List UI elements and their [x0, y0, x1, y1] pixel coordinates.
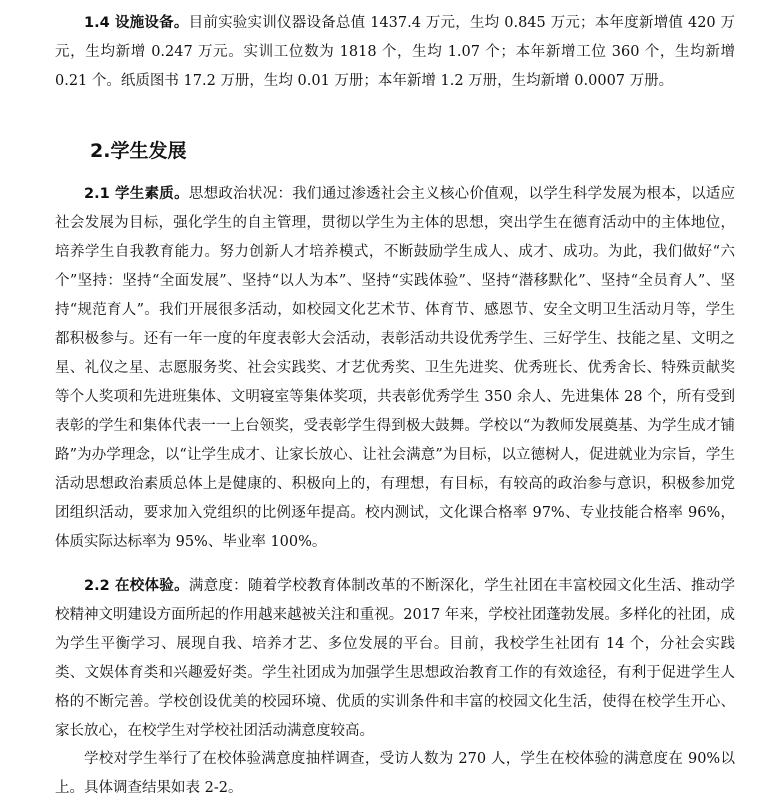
- section-2-heading: 2.学生发展: [90, 140, 187, 162]
- section-1-4-label: 1.4 设施设备。: [84, 15, 189, 31]
- section-1-4-paragraph: [55, 9, 735, 96]
- survey-paragraph: 学校对学生举行了在校体验满意度抽样调查，受访人数为 270 人，学生在校体验的满意度在 90%以上。具体调查结果如表 2-2。: [55, 751, 735, 796]
- section-2-2-paragraph: [55, 572, 735, 746]
- section-1-4-text: 目前实验实训仪器设备总值 1437.4 万元，生均 0.845 万元；本年度新增值 420 万元，生均新增 0.247 万元。实训工位数为 1818 个，生均 1.07 个；本年新增工位 360 个，生均新增 0.21 个。纸质图书 17.2 万册，生均 0.01 万册；本年新增 1.2 万册，生均新增 0.0007 万册。: [55, 15, 735, 89]
- section-2-1-label: 2.1 学生素质。: [84, 186, 189, 202]
- section-2-2-text: 满意度：随着学校教育体制改革的不断深化，学生社团在丰富校园文化生活、推动学校精神文明建设方面所起的作用越来越被关注和重视。2017 年来，学校社团蓬勃发展。多样化的社团，成为学生平衡学习、展现自我、培养才艺、多位发展的平台。目前，我校学生社团有 14 个，分社会实践类、文娱体育类和兴趣爱好类。学生社团成为加强学生思想政治教育工作的有效途径，有利于促进学生人格的不断完善。学校创设优美的校园环境、优质的实训条件和丰富的校园文化生活，使得在校学生开心、家长放心，在校学生对学校社团活动满意度较高。: [55, 578, 735, 739]
- section-2-1-paragraph: [55, 180, 735, 557]
- section-2-2-label: 2.2 在校体验。: [84, 578, 189, 594]
- section-2-1-text: 思想政治状况：我们通过渗透社会主义核心价值观，以学生科学发展为根本，以适应社会发展为目标，强化学生的自主管理，贯彻以学生为主体的思想，突出学生在德育活动中的主体地位，培养学生自我教育能力。努力创新人才培养模式，不断鼓励学生成人、成才、成功。为此，我们做好“六个”坚持：坚持“全面发展”、坚持“以人为本”、坚持“实践体验”、坚持“潜移默化”、坚持“全员育人”、坚持“规范育人”。我们开展很多活动，如校园文化艺术节、体育节、感恩节、安全文明卫生活动月等，学生都积极参与。还有一年一度的年度表彰大会活动，表彰活动共设优秀学生、三好学生、技能之星、文明之星、礼仪之星、志愿服务奖、社会实践奖、才艺优秀奖、卫生先进奖、优秀班长、优秀舍长、特殊贡献奖等个人奖项和先进班集体、文明寝室等集体奖项，共表彰优秀学生 350 余人、先进集体 28 个，所有受到表彰的学生和集体代表一一上台领奖，受表彰学生得到极大鼓舞。学校以“为教师发展奠基、为学生成才铺路”为办学理念，以“让学生成才、让家长放心、让社会满意”为目标，以立德树人，促进就业为宗旨，学生活动思想政治素质总体上是健康的、积极向上的，有理想，有目标，有较高的政治参与意识，积极参加党团组织活动，要求加入党组织的比例逐年提高。校内测试，文化课合格率 97%、专业技能合格率 96%，体质实际达标率为 95%、毕业率 100%。: [55, 186, 735, 550]
